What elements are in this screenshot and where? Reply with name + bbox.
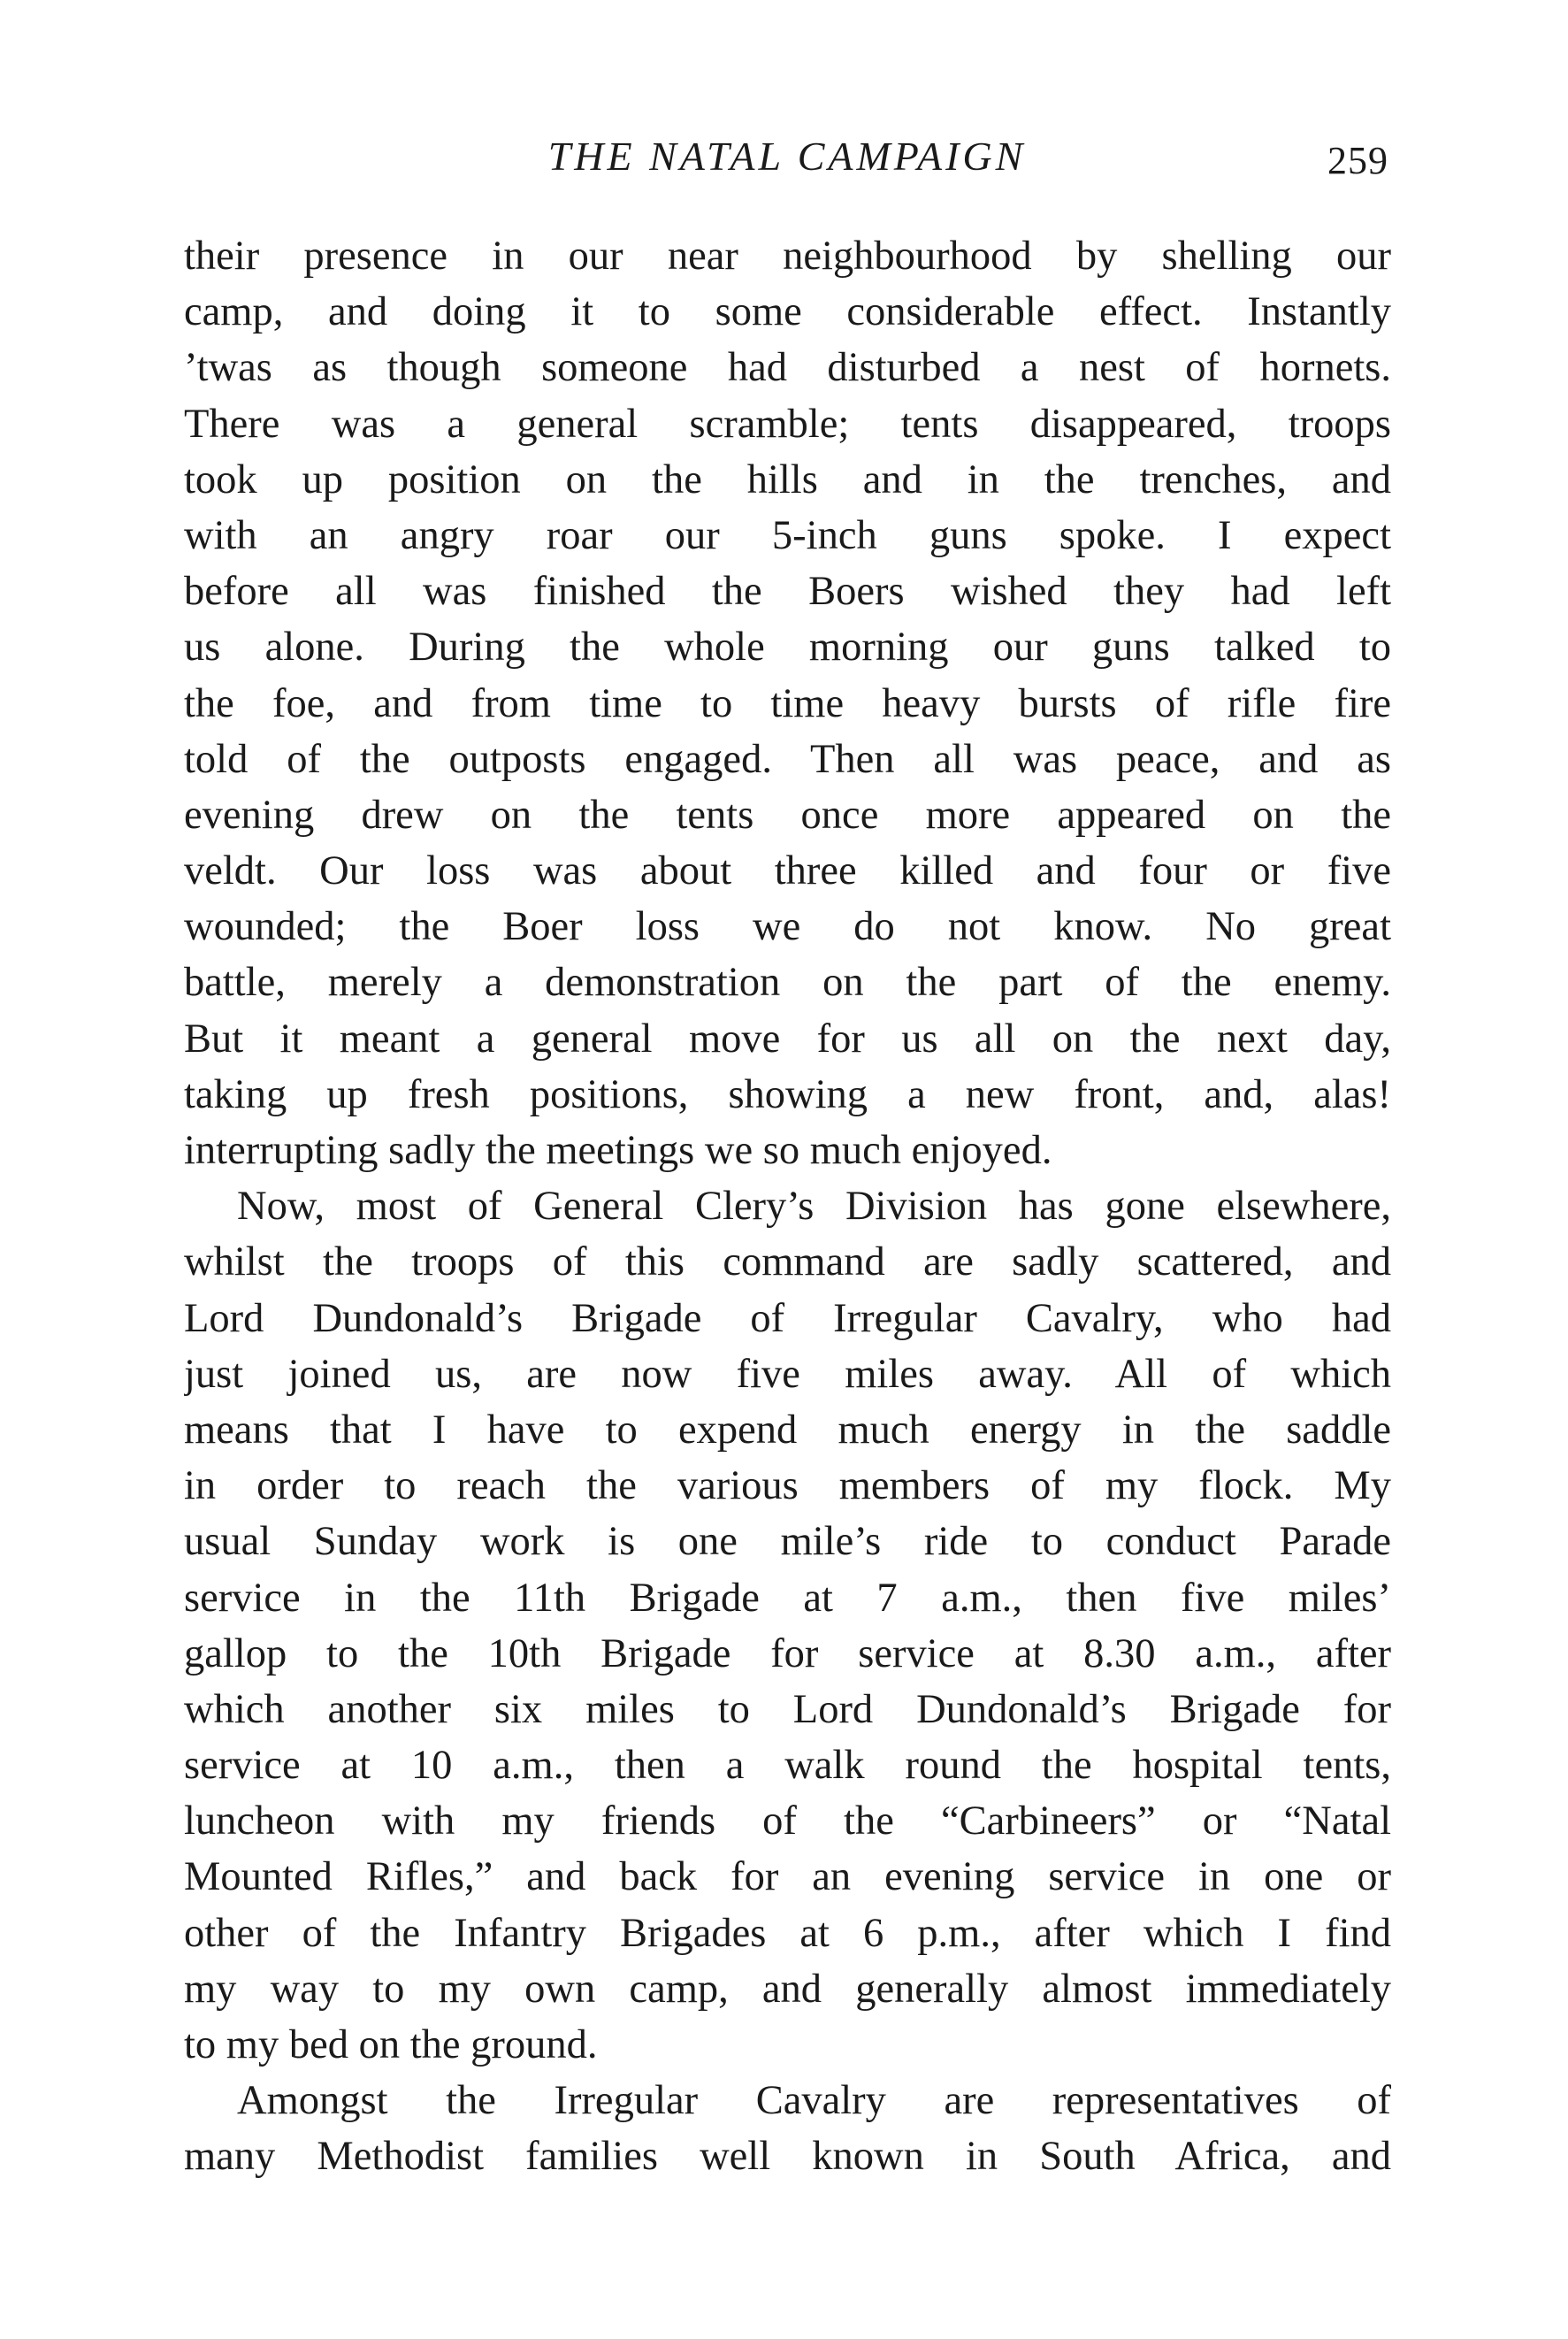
text-line: battle, merely a demonstration on the part of the enemy.	[184, 960, 1391, 1006]
text-line: veldt. Our loss was about three killed and four or five	[184, 848, 1391, 894]
text-line: ’twas as though someone had disturbed a nest of hornets.	[184, 345, 1391, 391]
text-line: wounded; the Boer loss we do not know. No great	[184, 904, 1391, 950]
text-line: many Methodist families well known in South Africa, and	[184, 2134, 1391, 2180]
paragraph-end-line: to my bed on the ground.	[184, 2022, 598, 2067]
text-line: Mounted Rifles,” and back for an evening service in one or	[184, 1854, 1391, 1900]
page-number: 259	[1327, 139, 1388, 182]
text-line: whilst the troops of this command are sadly scattered, and	[184, 1239, 1391, 1285]
text-line: us alone. During the whole morning our guns talked to	[184, 625, 1391, 671]
paragraph-start-line: Now, most of General Clery’s Division has gone elsewhere,	[237, 1184, 1391, 1230]
text-line: the foe, and from time to time heavy bursts of rifle fire	[184, 680, 1391, 726]
text-line: gallop to the 10th Brigade for service at 8.30 a.m., after	[184, 1630, 1391, 1676]
paragraph-end-line: interrupting sadly the meetings we so much enjoyed.	[184, 1128, 1052, 1173]
text-line: usual Sunday work is one mile’s ride to conduct Parade	[184, 1519, 1391, 1565]
text-line: which another six miles to Lord Dundonald’s Brigade for	[184, 1686, 1391, 1732]
text-line: evening drew on the tents once more appeared on the	[184, 792, 1391, 838]
text-line: camp, and doing it to some considerable effect. Instantly	[184, 289, 1391, 335]
text-line: luncheon with my friends of the “Carbineers” or “Natal	[184, 1798, 1391, 1844]
text-line: their presence in our near neighbourhood by shelling our	[184, 234, 1391, 279]
text-line: Lord Dundonald’s Brigade of Irregular Cavalry, who had	[184, 1295, 1391, 1341]
text-line: But it meant a general move for us all on the next day,	[184, 1016, 1391, 1062]
text-line: service in the 11th Brigade at 7 a.m., then five miles’	[184, 1575, 1391, 1621]
text-line: taking up fresh positions, showing a new front, and, alas!	[184, 1071, 1391, 1117]
text-line: just joined us, are now five miles away. All of which	[184, 1351, 1391, 1397]
text-line: in order to reach the various members of my flock. My	[184, 1463, 1391, 1509]
text-line: with an angry roar our 5-inch guns spoke. I expect	[184, 512, 1391, 558]
text-line: before all was finished the Boers wished they had left	[184, 569, 1391, 615]
text-line: service at 10 a.m., then a walk round the hospital tents,	[184, 1743, 1391, 1789]
text-line: means that I have to expend much energy in the saddle	[184, 1407, 1391, 1453]
text-line: There was a general scramble; tents disappeared, troops	[184, 401, 1391, 447]
text-line: other of the Infantry Brigades at 6 p.m., after which I find	[184, 1910, 1391, 1956]
text-line: my way to my own camp, and generally almost immediately	[184, 1966, 1391, 2012]
body-text	[184, 228, 1391, 2185]
text-line: told of the outposts engaged. Then all was peace, and as	[184, 736, 1391, 782]
paragraph-start-line: Amongst the Irregular Cavalry are representatives of	[237, 2078, 1391, 2124]
text-line: took up position on the hills and in the trenches, and	[184, 456, 1391, 502]
running-title: THE NATAL CAMPAIGN	[547, 134, 1027, 179]
running-head	[186, 133, 1388, 195]
